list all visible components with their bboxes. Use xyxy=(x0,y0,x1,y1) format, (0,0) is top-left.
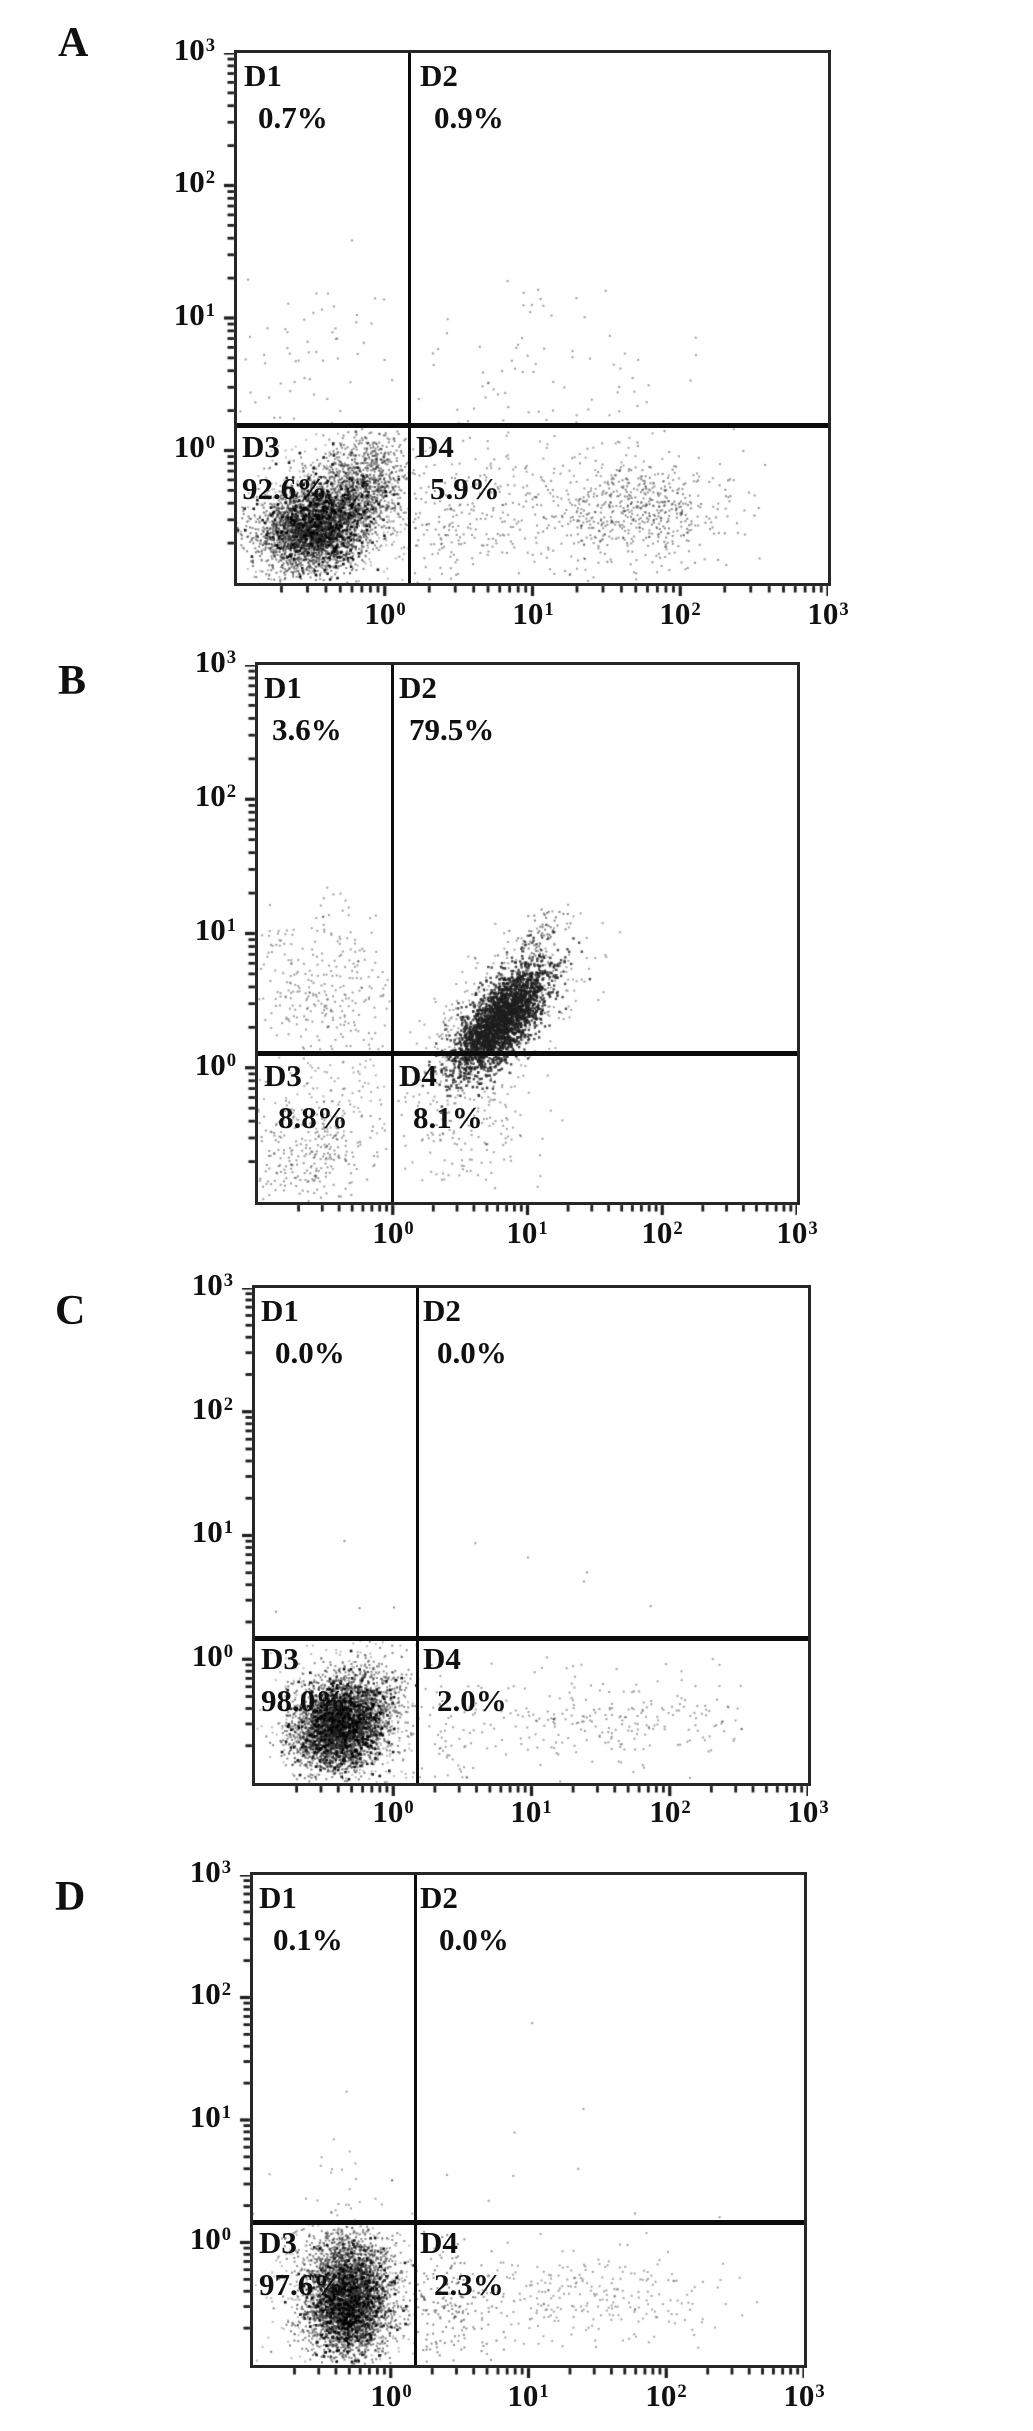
quadrant-d2-label: D2 xyxy=(420,1880,458,1915)
tick-exponent: 0 xyxy=(223,1640,233,1662)
y-tick-label xyxy=(156,2222,231,2256)
quadrant-d1-percentage: 0.1% xyxy=(273,1922,343,1957)
quadrant-d2-label: D2 xyxy=(420,58,458,93)
tick-base: 10 xyxy=(194,912,226,947)
x-tick-label xyxy=(488,597,578,631)
y-tick-label xyxy=(158,1639,233,1673)
x-tick-label xyxy=(625,1795,715,1829)
panel-letter: C xyxy=(55,1288,86,1334)
quadrant-d2-percentage: 79.5% xyxy=(409,712,495,747)
y-tick-label xyxy=(158,1268,233,1302)
x-tick-label xyxy=(346,2379,436,2413)
tick-base: 10 xyxy=(641,1215,673,1250)
horizontal-gate-line xyxy=(253,2220,804,2225)
tick-exponent: 2 xyxy=(691,598,701,620)
x-tick-label xyxy=(340,597,430,631)
horizontal-gate-line xyxy=(258,1051,797,1056)
tick-base: 10 xyxy=(194,1047,226,1082)
tick-base: 10 xyxy=(510,1794,542,1829)
panel-letter: A xyxy=(58,20,89,66)
tick-base: 10 xyxy=(191,1267,223,1302)
quadrant-d1-percentage: 0.0% xyxy=(275,1335,345,1370)
x-tick-label xyxy=(783,597,873,631)
tick-base: 10 xyxy=(370,2378,402,2413)
quadrant-d1-label: D1 xyxy=(244,58,282,93)
tick-base: 10 xyxy=(783,2378,815,2413)
horizontal-gate-line xyxy=(255,1636,808,1641)
tick-base: 10 xyxy=(659,596,691,631)
tick-base: 10 xyxy=(189,2221,221,2256)
x-tick-label xyxy=(759,2379,849,2413)
y-tick-label xyxy=(140,430,215,464)
quadrant-d4-label: D4 xyxy=(423,1641,461,1676)
x-tick-label xyxy=(483,2379,573,2413)
y-tick-label xyxy=(158,1392,233,1426)
quadrant-d1-label: D1 xyxy=(261,1293,299,1328)
y-tick-label xyxy=(156,2100,231,2134)
tick-base: 10 xyxy=(191,1638,223,1673)
tick-exponent: 3 xyxy=(815,2380,825,2402)
vertical-gate-line xyxy=(408,53,411,583)
tick-base: 10 xyxy=(173,32,205,67)
tick-exponent: 3 xyxy=(221,1856,231,1878)
tick-base: 10 xyxy=(364,596,396,631)
x-tick-label xyxy=(617,1216,707,1250)
quadrant-d3-label: D3 xyxy=(259,2225,297,2260)
tick-base: 10 xyxy=(194,778,226,813)
tick-exponent: 1 xyxy=(205,299,215,321)
y-tick-label xyxy=(156,1855,231,1889)
tick-exponent: 2 xyxy=(681,1796,691,1818)
quadrant-d3-percentage: 8.8% xyxy=(278,1100,348,1135)
tick-exponent: 0 xyxy=(226,1049,236,1071)
tick-base: 10 xyxy=(173,297,205,332)
quadrant-d4-percentage: 8.1% xyxy=(413,1100,483,1135)
panel-letter: B xyxy=(58,658,87,704)
tick-base: 10 xyxy=(372,1794,404,1829)
quadrant-d4-label: D4 xyxy=(420,2225,458,2260)
tick-exponent: 2 xyxy=(223,1393,233,1415)
tick-exponent: 3 xyxy=(839,598,849,620)
tick-base: 10 xyxy=(507,2378,539,2413)
vertical-gate-line xyxy=(391,665,394,1202)
y-tick-label xyxy=(140,33,215,67)
horizontal-gate-line xyxy=(237,423,828,428)
quadrant-d3-label: D3 xyxy=(264,1058,302,1093)
tick-exponent: 2 xyxy=(677,2380,687,2402)
vertical-gate-line xyxy=(416,1288,419,1783)
x-tick-label xyxy=(482,1216,572,1250)
tick-exponent: 2 xyxy=(221,1978,231,2000)
quadrant-d4-percentage: 5.9% xyxy=(430,471,500,506)
y-tick-label xyxy=(140,165,215,199)
quadrant-d1-percentage: 0.7% xyxy=(258,100,328,135)
tick-exponent: 3 xyxy=(819,1796,829,1818)
quadrant-d2-percentage: 0.0% xyxy=(439,1922,509,1957)
quadrant-d4-label: D4 xyxy=(399,1058,437,1093)
tick-base: 10 xyxy=(649,1794,681,1829)
x-tick-label xyxy=(763,1795,853,1829)
tick-exponent: 2 xyxy=(205,166,215,188)
tick-exponent: 0 xyxy=(402,2380,412,2402)
tick-base: 10 xyxy=(645,2378,677,2413)
tick-exponent: 0 xyxy=(221,2223,231,2245)
tick-base: 10 xyxy=(807,596,839,631)
tick-exponent: 0 xyxy=(205,431,215,453)
quadrant-d4-percentage: 2.0% xyxy=(437,1683,507,1718)
tick-exponent: 1 xyxy=(542,1796,552,1818)
x-tick-label xyxy=(621,2379,711,2413)
quadrant-d2-label: D2 xyxy=(423,1293,461,1328)
quadrant-d1-label: D1 xyxy=(259,1880,297,1915)
tick-base: 10 xyxy=(372,1215,404,1250)
panel-letter: D xyxy=(55,1874,86,1920)
tick-base: 10 xyxy=(189,2099,221,2134)
quadrant-d3-label: D3 xyxy=(242,429,280,464)
vertical-gate-line xyxy=(414,1875,417,2365)
x-tick-label xyxy=(348,1216,438,1250)
quadrant-d2-percentage: 0.9% xyxy=(434,100,504,135)
y-tick-label xyxy=(140,298,215,332)
tick-base: 10 xyxy=(191,1391,223,1426)
y-tick-label xyxy=(158,1515,233,1549)
tick-base: 10 xyxy=(787,1794,819,1829)
x-tick-label xyxy=(348,1795,438,1829)
tick-base: 10 xyxy=(189,1854,221,1889)
tick-exponent: 0 xyxy=(404,1217,414,1239)
y-tick-label xyxy=(156,1977,231,2011)
tick-base: 10 xyxy=(173,164,205,199)
tick-exponent: 1 xyxy=(539,2380,549,2402)
tick-base: 10 xyxy=(173,429,205,464)
tick-exponent: 0 xyxy=(396,598,406,620)
tick-exponent: 1 xyxy=(223,1516,233,1538)
tick-base: 10 xyxy=(506,1215,538,1250)
tick-exponent: 1 xyxy=(544,598,554,620)
x-tick-label xyxy=(486,1795,576,1829)
y-tick-label xyxy=(161,913,236,947)
y-tick-label xyxy=(161,779,236,813)
quadrant-d2-label: D2 xyxy=(399,670,437,705)
quadrant-d4-percentage: 2.3% xyxy=(434,2267,504,2302)
quadrant-d1-percentage: 3.6% xyxy=(272,712,342,747)
tick-exponent: 1 xyxy=(226,914,236,936)
tick-exponent: 3 xyxy=(205,34,215,56)
y-tick-label xyxy=(161,645,236,679)
quadrant-d3-percentage: 92.6% xyxy=(242,471,328,506)
tick-exponent: 3 xyxy=(223,1269,233,1291)
quadrant-d3-percentage: 98.0% xyxy=(261,1683,347,1718)
x-tick-label xyxy=(635,597,725,631)
quadrant-d3-percentage: 97.6% xyxy=(259,2267,345,2302)
tick-exponent: 2 xyxy=(226,780,236,802)
tick-exponent: 1 xyxy=(221,2101,231,2123)
x-tick-label xyxy=(752,1216,842,1250)
quadrant-d3-label: D3 xyxy=(261,1641,299,1676)
tick-base: 10 xyxy=(776,1215,808,1250)
tick-base: 10 xyxy=(194,644,226,679)
tick-base: 10 xyxy=(512,596,544,631)
quadrant-d4-label: D4 xyxy=(416,429,454,464)
tick-base: 10 xyxy=(191,1514,223,1549)
tick-exponent: 1 xyxy=(538,1217,548,1239)
quadrant-d1-label: D1 xyxy=(264,670,302,705)
tick-exponent: 2 xyxy=(673,1217,683,1239)
tick-base: 10 xyxy=(189,1976,221,2011)
quadrant-d2-percentage: 0.0% xyxy=(437,1335,507,1370)
tick-exponent: 3 xyxy=(226,646,236,668)
tick-exponent: 3 xyxy=(808,1217,818,1239)
tick-exponent: 0 xyxy=(404,1796,414,1818)
y-tick-label xyxy=(161,1048,236,1082)
